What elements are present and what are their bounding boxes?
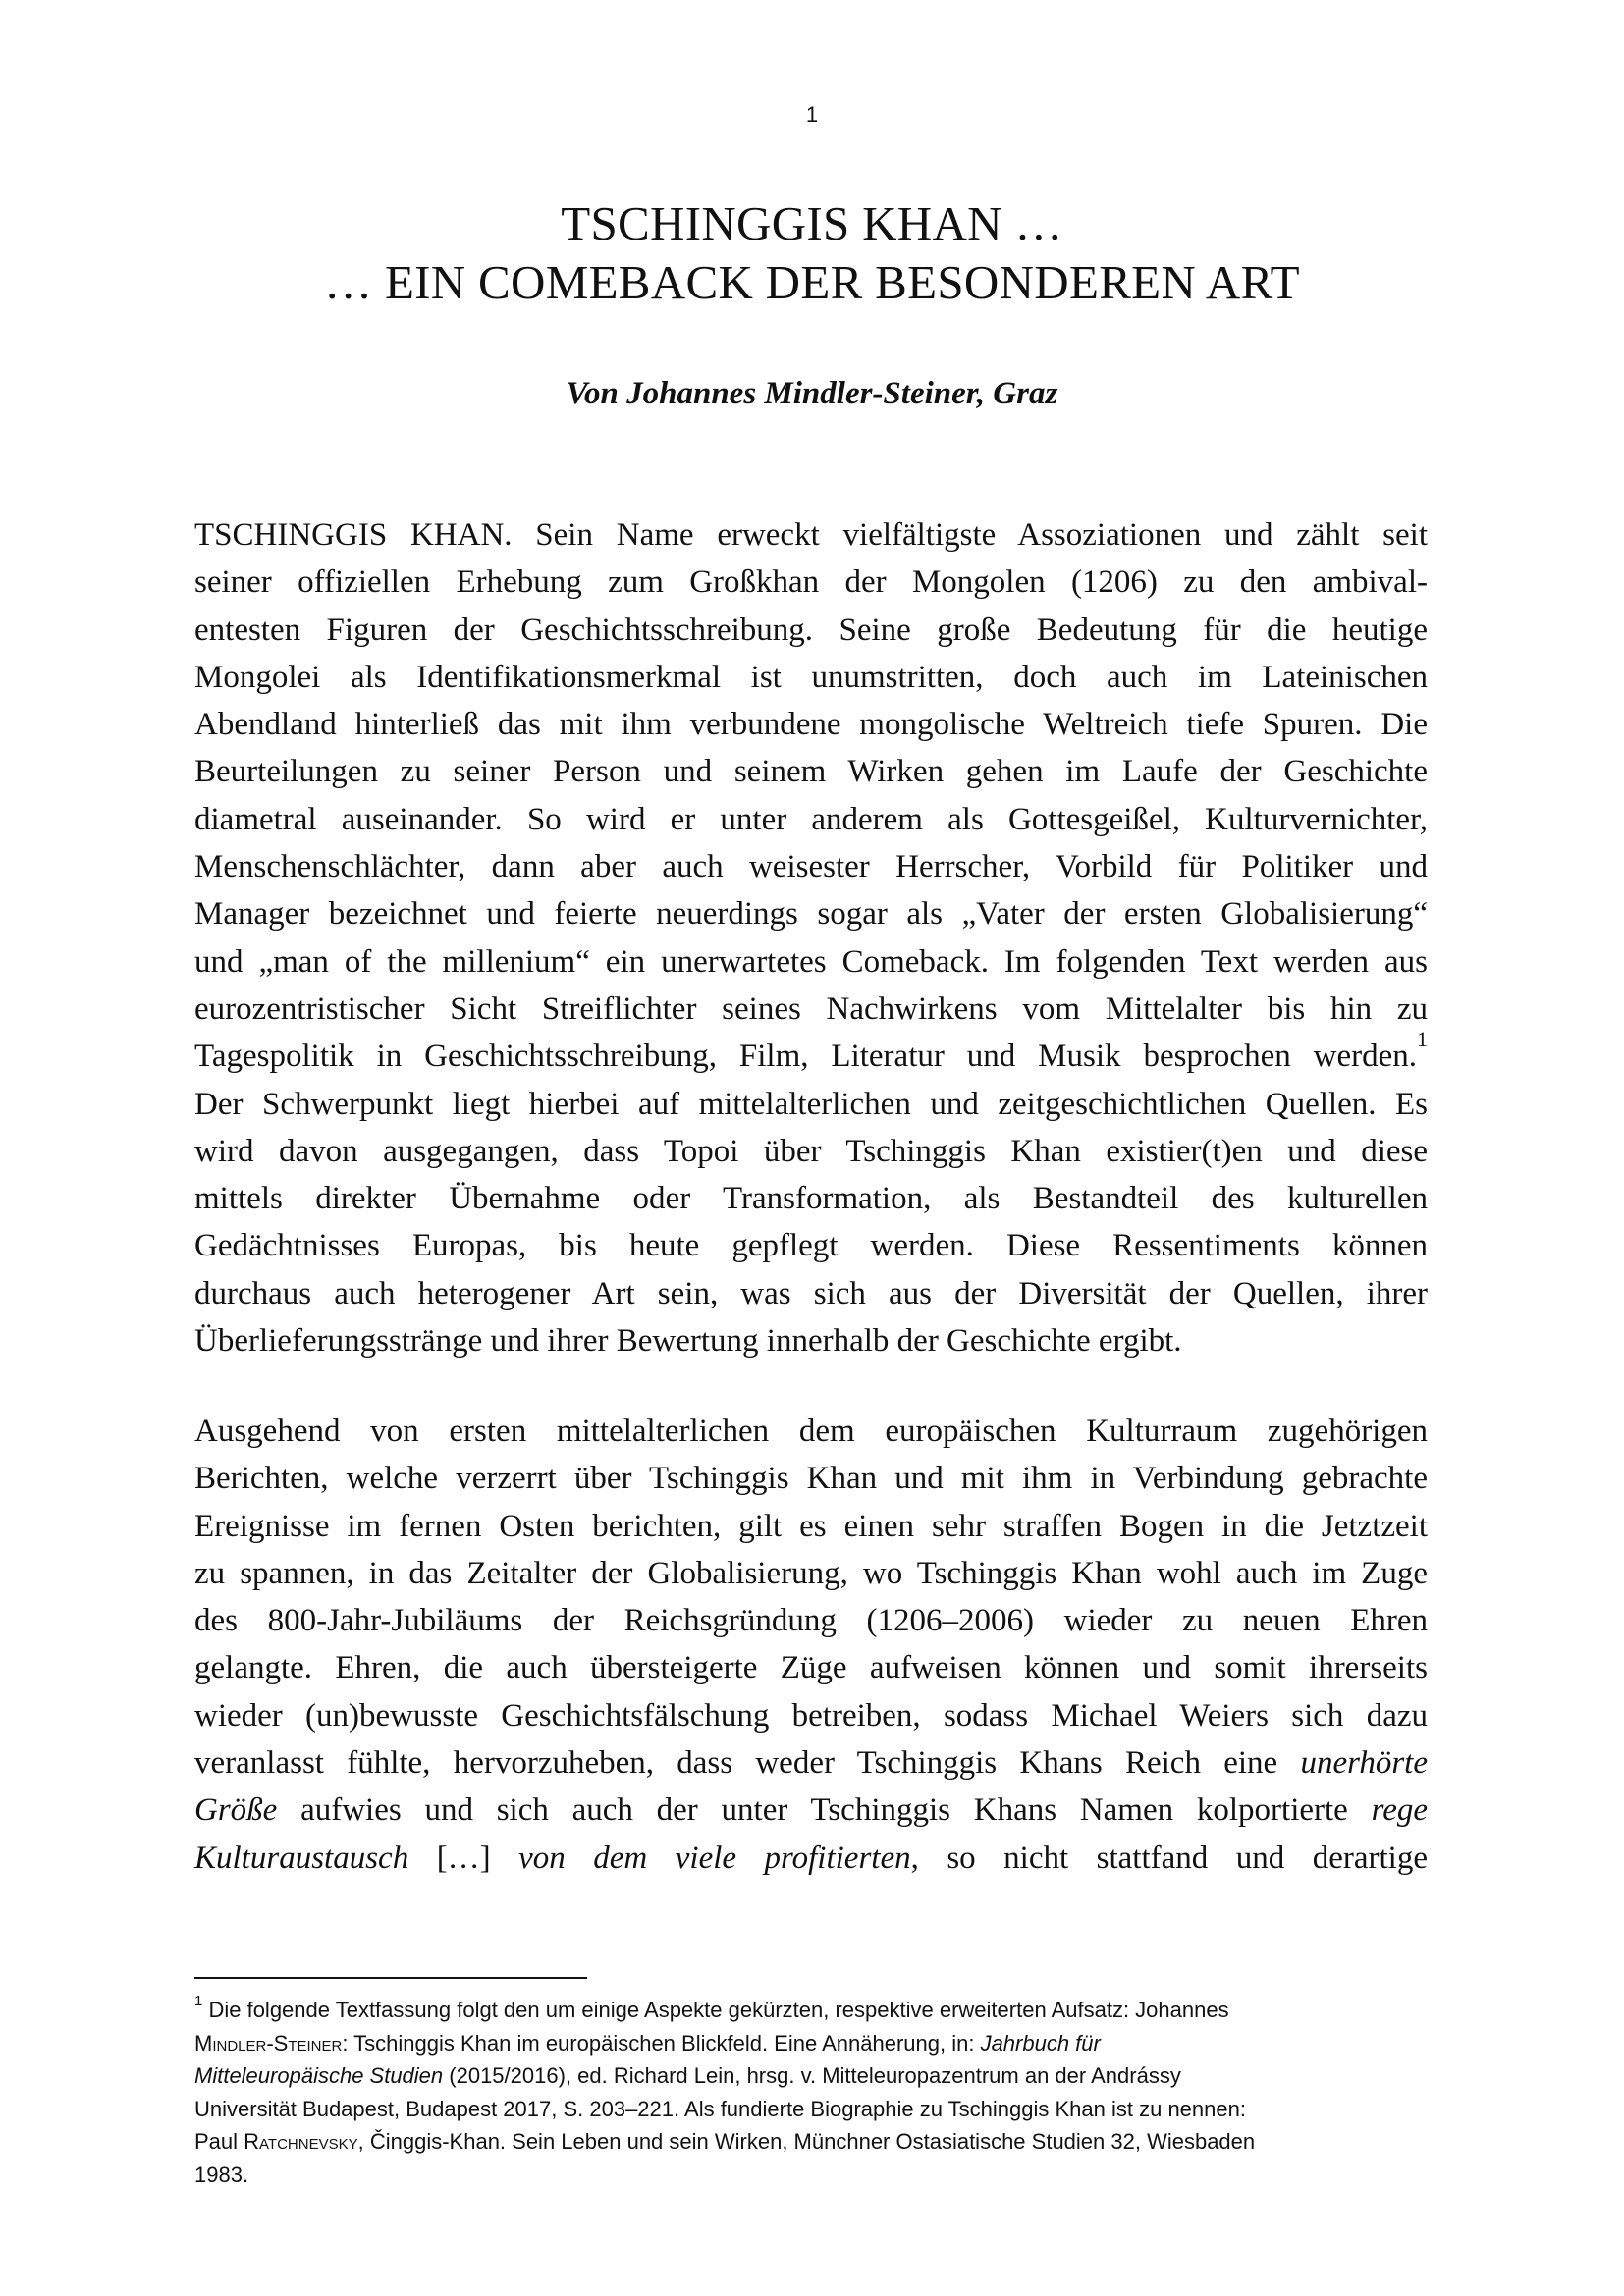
paragraph-line: mittels direkter Übernahme oder Transformation, als Bestandteil des kulturellen [194,1181,1428,1217]
italic-quote: Größe [194,1792,278,1829]
footnote-line: 1983. [194,2162,249,2187]
paragraph-line-with-footnote [194,1027,1428,1080]
footnote-journal: Jahrbuch für [980,2030,1101,2056]
paragraph-line: diametral auseinander. So wird er unter anderem als Gottesgeißel, Kulturvernichter, [194,801,1428,837]
title-line-2: … EIN COMEBACK DER BESONDEREN ART [324,255,1300,309]
paragraph-line: wird davon ausgegangen, dass Topoi über Tschinggis Khan existier(t)en und diese [194,1133,1428,1169]
footnote-author: Ratchnevsky [244,2129,358,2154]
text-run: veranlasst fühlte, hervorzuheben, dass weder Tschinggis Khans Reich eine [194,1745,1301,1782]
paragraph-line: wieder (un)bewusste Geschichtsfälschung betreiben, sodass Michael Weiers sich dazu [194,1697,1428,1734]
paragraph-line: Der Schwerpunkt liegt hierbei auf mittelalterlichen und zeitgeschichtlichen Quellen. Es [194,1086,1428,1122]
footnote-separator [194,1977,587,1979]
paragraph-line: und „man of the millenium“ ein unerwartetes Comeback. Im folgenden Text werden aus [194,943,1428,980]
footnote-line [194,2059,1428,2093]
text-run: (2015/2016), ed. Richard Lein, hrsg. v. Mitteleuropazentrum an der Andrássy [443,2063,1181,2088]
paragraph-line: Ausgehend von ersten mittelalterlichen dem europäischen Kulturraum zugehörigen [194,1414,1428,1449]
paragraph-line: durchaus auch heterogener Art sein, was sich aus der Diversität der Quellen, ihrer [194,1275,1428,1311]
text-run: aufwies und sich auch der unter Tschinggis Khans Namen kolportierte [277,1792,1372,1829]
paragraph-line: eurozentristischer Sicht Streiflichter seines Nachwirkens vom Mittelalter bis hin zu [194,990,1428,1027]
paragraph-line: Manager bezeichnet und feierte neuerdings sogar als „Vater der ersten Globalisierung“ [194,896,1428,933]
footnote-marker: 1 [194,1993,203,2009]
paragraph-line [194,1739,1428,1787]
footnote-1 [194,1994,1428,2191]
footnote-reference[interactable]: 1 [1417,1027,1428,1052]
paragraph-line: gelangte. Ehren, die auch übersteigerte Züge aufweisen können und somit ihrerseits [194,1650,1428,1686]
text-run: , Činggis-Khan. Sein Leben und sein Wirken, Münchner Ostasiatische Studien 32, Wiesbaden [357,2129,1256,2154]
footnote-line [194,2027,1428,2060]
text-run: Die folgende Textfassung folgt den um einige Aspekte gekürzten, respektive erweiterten Aufsatz: Johannes [202,1998,1229,2022]
paragraph-line: des 800-Jahr-Jubiläums der Reichsgründung (1206–2006) wieder zu neuen Ehren [194,1603,1428,1639]
paragraph-line: Beurteilungen zu seiner Person und seinem Wirken gehen im Laufe der Geschichte [194,754,1428,790]
paragraph-line: Menschenschlächter, dann aber auch weisester Herrscher, Vorbild für Politiker und [194,849,1428,885]
italic-quote: Kulturaustausch [194,1840,409,1876]
italic-quote: unerhörte [1300,1745,1428,1782]
author-byline: Von Johannes Mindler-Steiner, Graz [566,376,1058,411]
paragraph-line: Ereignisse im fernen Osten berichten, gilt es einen sehr straffen Bogen in die Jetztzeit [194,1508,1428,1544]
text-run: : Tschinggis Khan im europäischen Blickfeld. Eine Annäherung, in: [342,2030,981,2056]
paragraph-line: Gedächtnisses Europas, bis heute gepflegt werden. Diese Ressentiments können [194,1228,1428,1264]
paragraph-line: Mongolei als Identifikationsmerkmal ist unumstritten, doch auch im Lateinischen [194,659,1428,695]
paragraph-line: Überlieferungsstränge und ihrer Bewertung innerhalb der Geschichte ergibt. [194,1323,1182,1360]
text-run: […] [408,1840,519,1876]
paragraph-line [194,1835,1428,1882]
footnote-line: Universität Budapest, Budapest 2017, S. 203–221. Als fundierte Biographie zu Tschinggis Khan ist zu nennen: [194,2096,1246,2121]
paragraph-line: Berichten, welche verzerrt über Tschinggis Khan und mit ihm in Verbindung gebrachte [194,1461,1428,1497]
paragraph-line: entesten Figuren der Geschichtsschreibung. Seine große Bedeutung für die heutige [194,612,1428,648]
footnote-journal: Mitteleuropäische Studien [194,2063,444,2088]
paragraph-line: TSCHINGGIS KHAN. Sein Name erweckt vielfältigste Assoziationen und zählt seit [194,517,1428,553]
page-title [0,194,1624,312]
title-line-1: TSCHINGGIS KHAN … [561,196,1063,250]
paragraph-2 [194,1408,1428,1882]
italic-quote: rege [1371,1792,1428,1829]
footnote-author: Mindler-Steiner [194,2030,343,2056]
text-run: Paul [194,2129,244,2154]
paragraph-line: Abendland hinterließ das mit ihm verbundene mongolische Weltreich tiefe Spuren. Die [194,707,1428,743]
paragraph-line [194,1787,1428,1834]
paragraph-1 [194,511,1428,1364]
footnote-line [194,1994,1428,2027]
paragraph-line: zu spannen, in das Zeitalter der Globalisierung, wo Tschinggis Khan wohl auch im Zuge [194,1555,1428,1591]
paragraph-line-text: Tagespolitik in Geschichtsschreibung, Film, Literatur und Musik besprochen werden. [194,1039,1417,1075]
paragraph-line: seiner offiziellen Erhebung zum Großkhan der Mongolen (1206) zu den ambival- [194,564,1428,601]
text-run: , so nicht stattfand und derartige [910,1840,1428,1876]
page-number: 1 [805,102,819,127]
footnote-line [194,2125,1428,2159]
italic-quote: von dem viele profitierten [518,1840,911,1876]
